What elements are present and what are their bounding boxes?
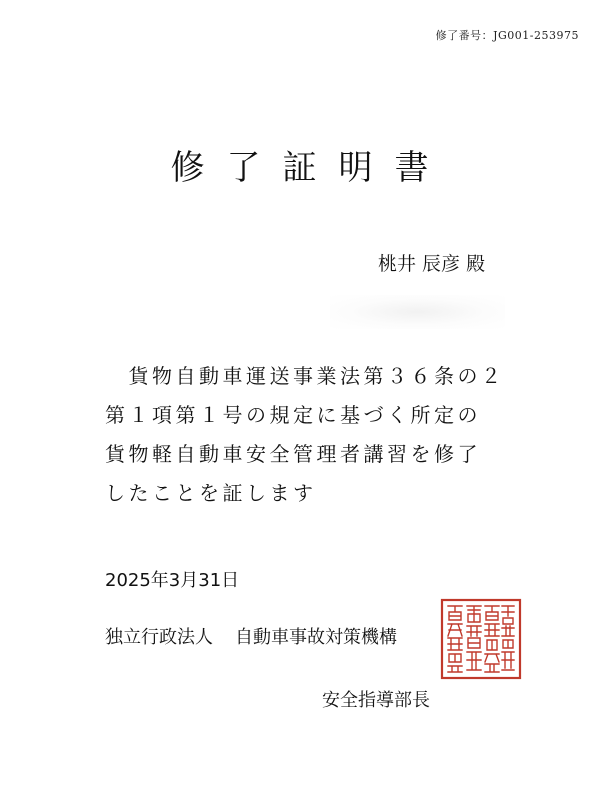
certificate-number: 修了番号：JG001-253975 [435,29,579,42]
body-line-3: 貨物軽自動車安全管理者講習を修了 [105,442,481,466]
department-title: 安全指導部長 [322,690,430,711]
redacted-area [330,295,505,329]
organization-type: 独立行政法人 [105,627,213,648]
body-line-4: したことを証します [105,481,317,505]
page-title: 修了証明書 [170,148,451,188]
certificate-body [105,357,545,513]
issuing-organization [105,623,397,649]
official-seal-icon [440,598,522,680]
body-line-1: 貨物自動車運送事業法第３６条の２ [105,364,505,388]
body-line-2: 第１項第１号の規定に基づく所定の [105,403,481,427]
organization-name: 自動車事故対策機構 [235,627,397,648]
recipient-name: 桃井 辰彦 殿 [378,253,486,275]
issue-date: 2025年3月31日 [105,570,240,591]
